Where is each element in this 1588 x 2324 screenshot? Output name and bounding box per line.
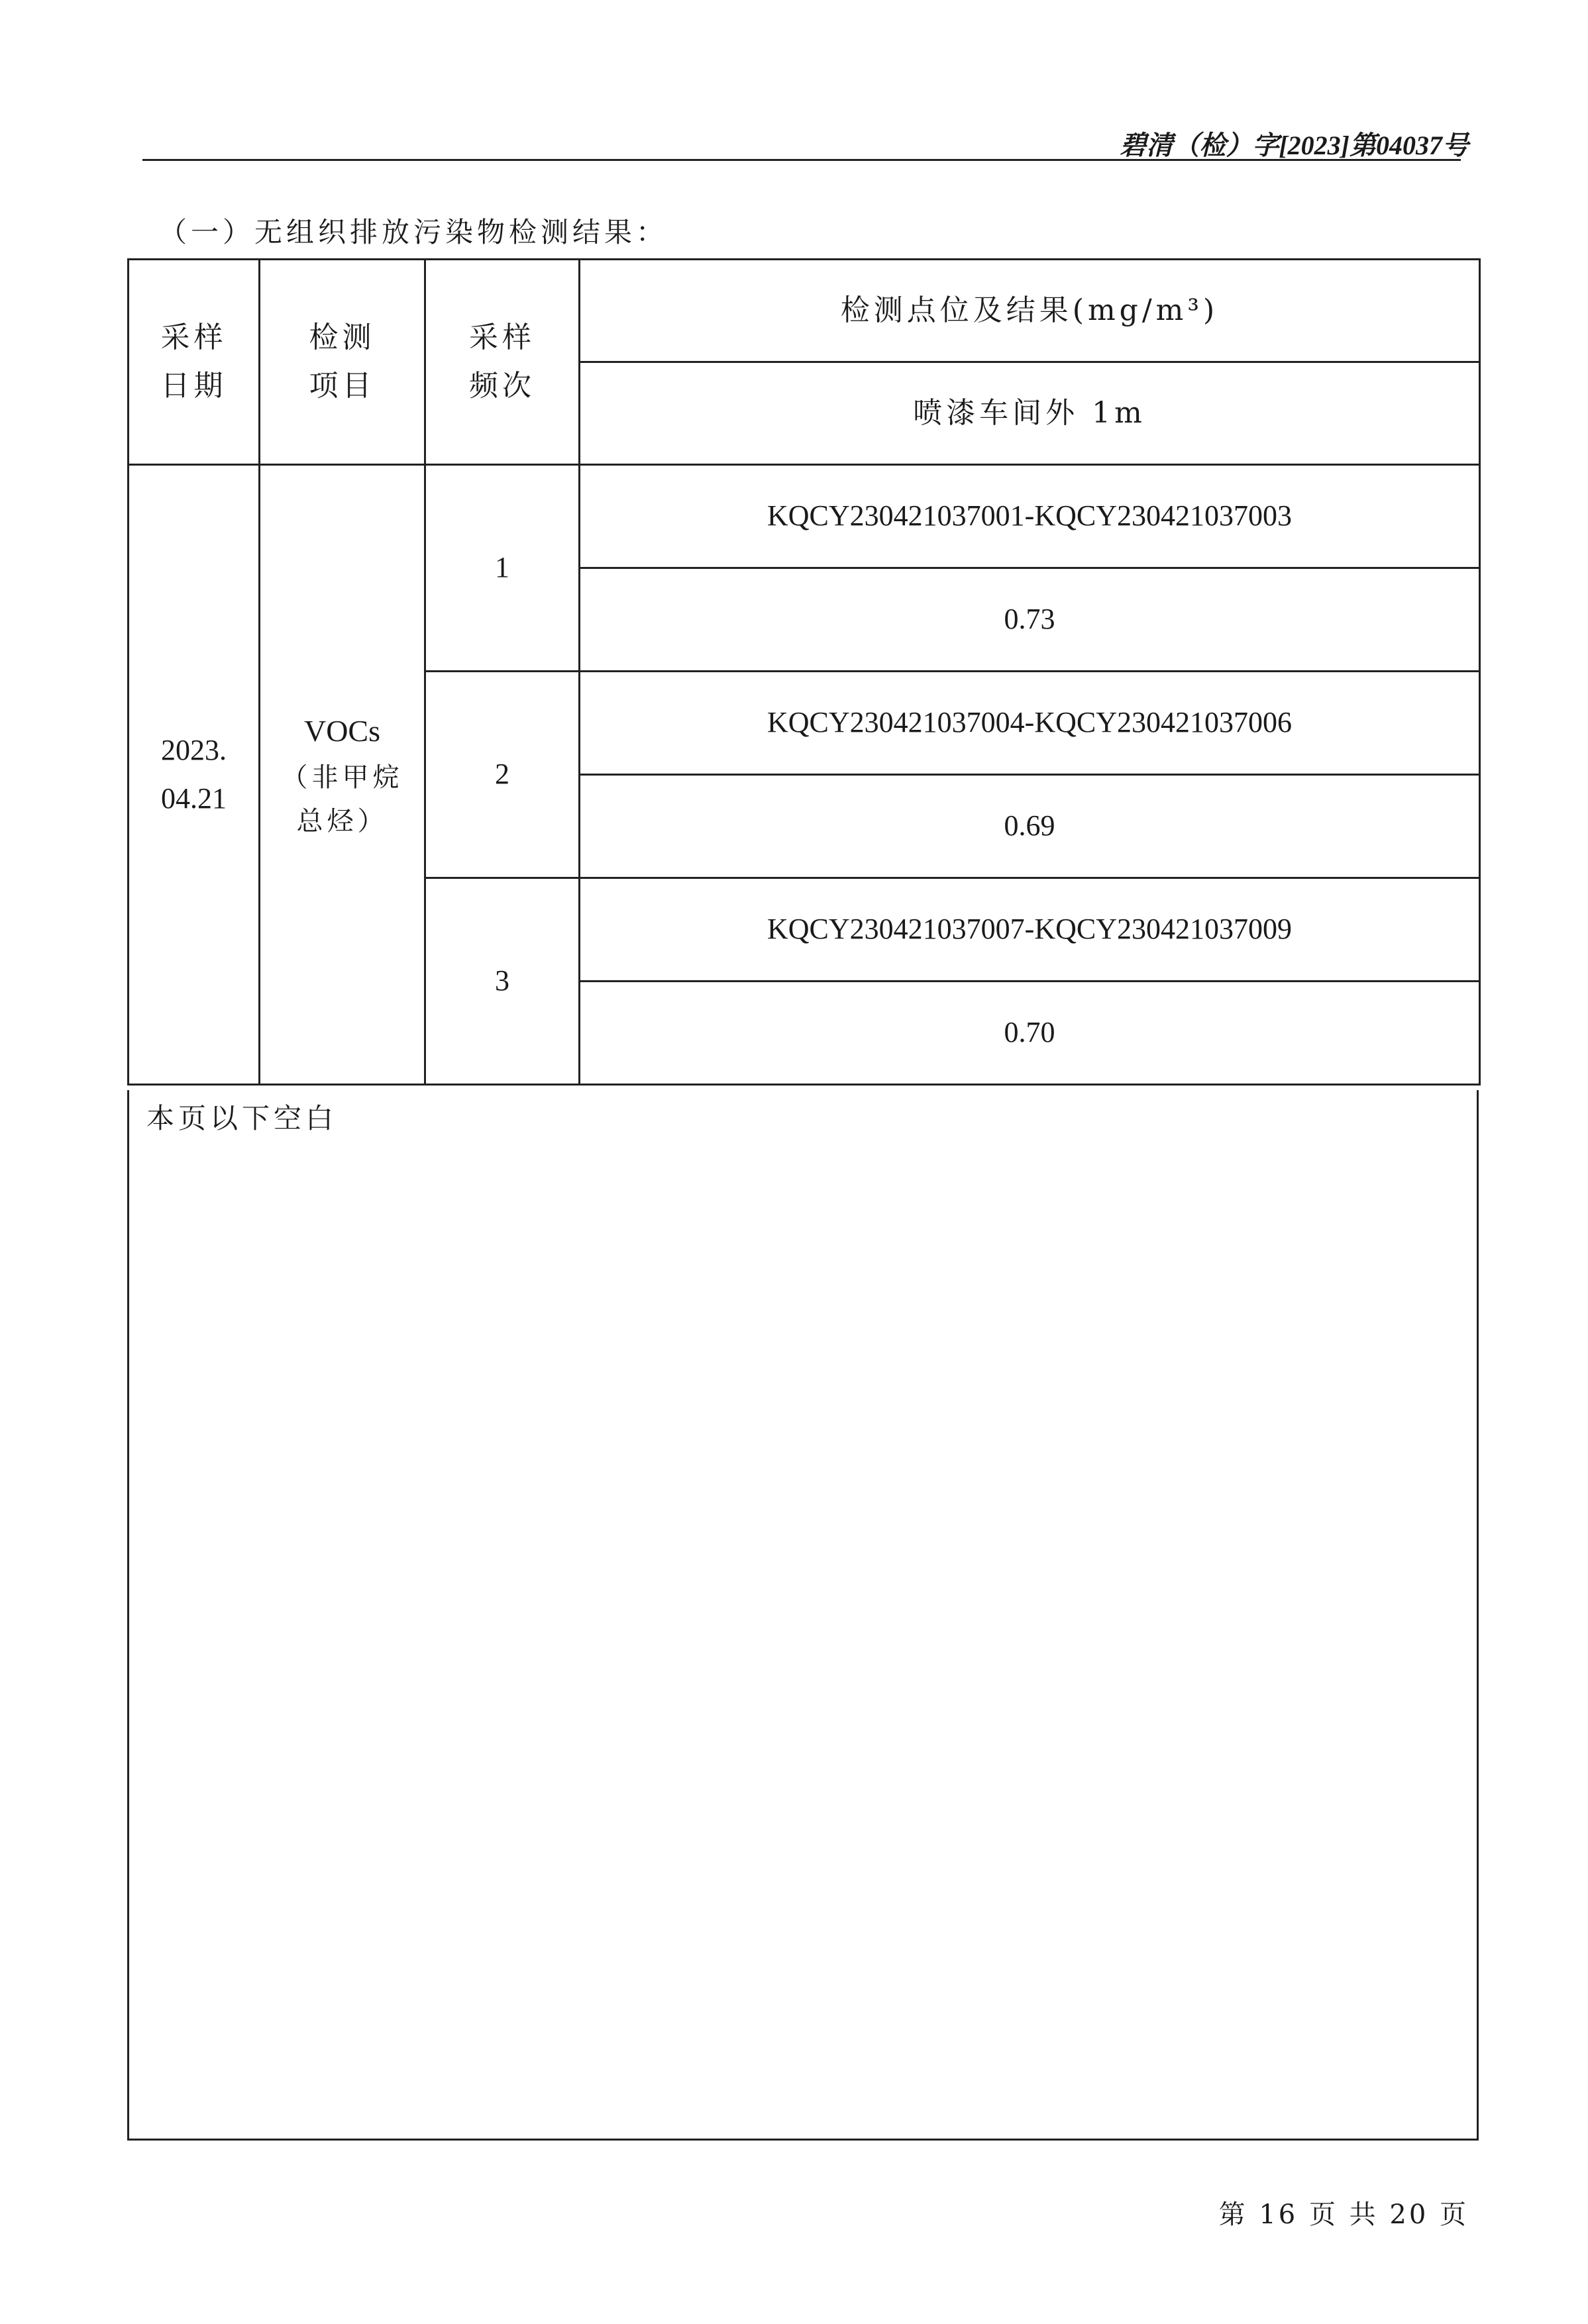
result-value-cell: 0.73 [580,568,1480,672]
header-point-name: 喷漆车间外 1m [580,362,1480,465]
header-rule [142,159,1461,161]
frequency-cell: 1 [425,465,580,672]
result-value-cell: 0.69 [580,775,1480,878]
frequency-cell: 3 [425,878,580,1085]
sample-id-cell: KQCY230421037007-KQCY230421037009 [580,878,1480,982]
header-results-title: 检测点位及结果(mg/m³) [580,260,1480,362]
sampling-date-cell: 2023. 04.21 [129,465,260,1085]
header-item: 检测 项目 [260,260,425,465]
result-value-cell: 0.70 [580,982,1480,1085]
results-table [127,258,1481,1086]
section-title: （一）无组织排放污染物检测结果： [159,216,668,248]
blank-note: 本页以下空白 [146,1102,338,1135]
header-sampling-date: 采样 日期 [129,260,260,465]
item-cell: VOCs （非甲烷 总烃） [260,465,425,1085]
sample-id-cell: KQCY230421037001-KQCY230421037003 [580,465,1480,568]
blank-area [127,1090,1479,2141]
sample-id-cell: KQCY230421037004-KQCY230421037006 [580,672,1480,775]
header-frequency: 采样 频次 [425,260,580,465]
page-number: 第 16 页 共 20 页 [1218,2199,1469,2230]
frequency-cell: 2 [425,672,580,878]
report-number: 碧清（检）字[2023]第04037号 [1120,130,1469,160]
